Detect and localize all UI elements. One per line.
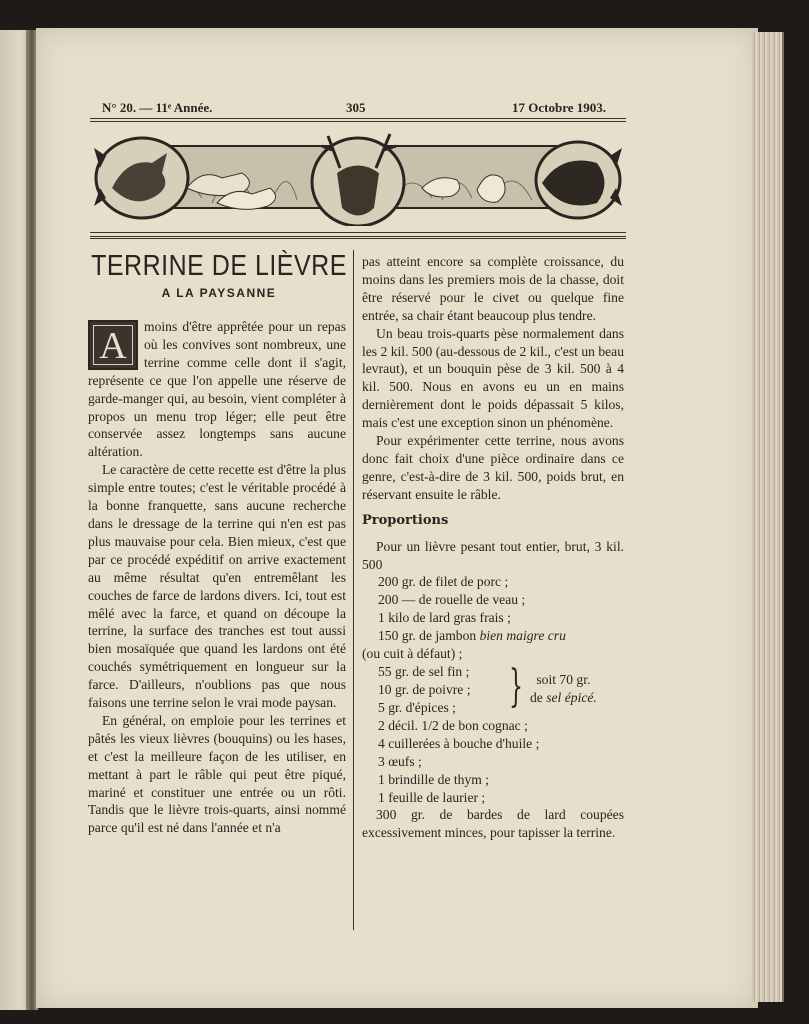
ingredient-item: 5 gr. d'épices ; [378, 699, 456, 715]
paragraph-6: Pour expérimenter cette terrine, nous avons donc fait choix d'une pièce ordinaire dans ce genre, c'est-à-dire de 3 kil. 500, poids brut, en réservant ensuite le râble. [362, 433, 624, 502]
header-rule [90, 118, 626, 119]
issue-date: 17 Octobre 1903. [512, 100, 606, 115]
column-divider [353, 250, 354, 930]
banner-rule [90, 232, 626, 233]
ingredient-item: 2 décil. 1/2 de bon cognac ; [378, 717, 528, 733]
ingredient-item: 150 gr. de jambon bien maigre cru [378, 628, 566, 644]
article-subtitle: A LA PAYSANNE [161, 286, 277, 300]
ingredient-item: 1 feuille de laurier ; [378, 789, 486, 805]
ingredient-item: 200 — de rouelle de veau ; [378, 592, 526, 608]
stag-head [337, 166, 379, 216]
brace-note: soit 70 gr. de sel épicé. [530, 671, 597, 705]
ingredient-item: 1 brindille de thym ; [378, 771, 490, 787]
ingredient-item: 4 cuillerées à bouche d'huile ; [378, 735, 540, 751]
ingredient-item: 55 gr. de sel fin ; [378, 663, 470, 679]
paragraph-3: En général, on emploie pour les terrines et pâtés les vieux lièvres (bouquins) ou les hases, et c'est la meilleure façon de les utiliser, en mettant à part le râble qui peut être piqué, mariné et constituer une entrée ou un rôti. Tandis que le lièvre trois-quarts, ainsi nommé parce qu'il est né dans l'année et n'a [88, 712, 346, 836]
ingredient-item: 10 gr. de poivre ; [378, 681, 471, 697]
ingredient-item: 1 kilo de lard gras frais ; [378, 610, 511, 626]
ingredients-intro: Pour un lièvre pesant tout entier, brut, 3 kil. 500 [362, 538, 624, 572]
paragraph-4: pas atteint encore sa complète croissance, du moins dans les premiers mois de la chasse, doit être réservé pour le civet ou quelque fine entrée, sa chair étant beaucoup plus tendre. [362, 254, 624, 323]
paragraph-5: Un beau trois-quarts pèse normalement dans les 2 kil. 500 (au-dessous de 2 kil., c'est un beau levraut), et un bouquin pèse de 3 kil. 500 à 4 kil. 500. Nous en avons eu un en mains dernièrement dont le poids dépassait 5 kilos, mais c'est une exception sinon un phénomène. [362, 325, 624, 431]
ingredient-item: 300 gr. de bardes de lard coupées excessivement minces, pour tapisser la terrine. [362, 807, 624, 841]
right-column [362, 253, 624, 842]
game-banner-illustration [92, 128, 624, 226]
ingredient-item: 200 gr. de filet de porc ; [378, 574, 509, 590]
ingredient-item-cont: (ou cuit à défaut) ; [362, 646, 463, 662]
brace: } [509, 660, 523, 712]
issue-label: N° 20. — 11ᵉ Année. [102, 100, 213, 115]
ingredient-item: 3 œufs ; [378, 753, 422, 769]
page-edges [752, 32, 784, 1002]
seasoning-group [362, 660, 624, 717]
paragraph-1: A moins d'être apprêtée pour un repas où les convives sont nombreux, une terrine comme celle dont il s'agit, représente ce que l'on appelle une réserve de garde-manger qui, au besoin, vient compléter à propos un menu trop léger; elle peut être conservée assez longtemps sans aucune altération. [88, 319, 346, 460]
banner-rule-2 [90, 236, 626, 239]
left-column [88, 318, 346, 837]
header-rule-2 [90, 121, 626, 122]
section-heading-proportions: Proportions [362, 512, 449, 528]
page-number: 305 [346, 100, 366, 115]
dropcap: A [88, 320, 138, 370]
paragraph-2: Le caractère de cette recette est d'être la plus simple entre toutes; c'est le véritable procédé à la bonne franquette, sans aucune recherche dans le dressage de la terrine qui n'en est pas plus mauvaise pour cela. Bien mieux, c'est que par ce procédé expéditif on arrive exactement au même résultat qu'en entremêlant les couches de farce de lardons divers. Ici, tout est mêlé avec la farce, et quand on découpe la terrine, la surface des tranches est tout aussi bien mosaïquée que quand les lardons ont été couchés symétriquement en longueur sur la farce. D'ailleurs, n'oublions pas que nous faisons une terrine selon le vrai mode paysan. [88, 462, 346, 711]
article-title: TERRINE DE LIÈVRE [91, 249, 347, 283]
